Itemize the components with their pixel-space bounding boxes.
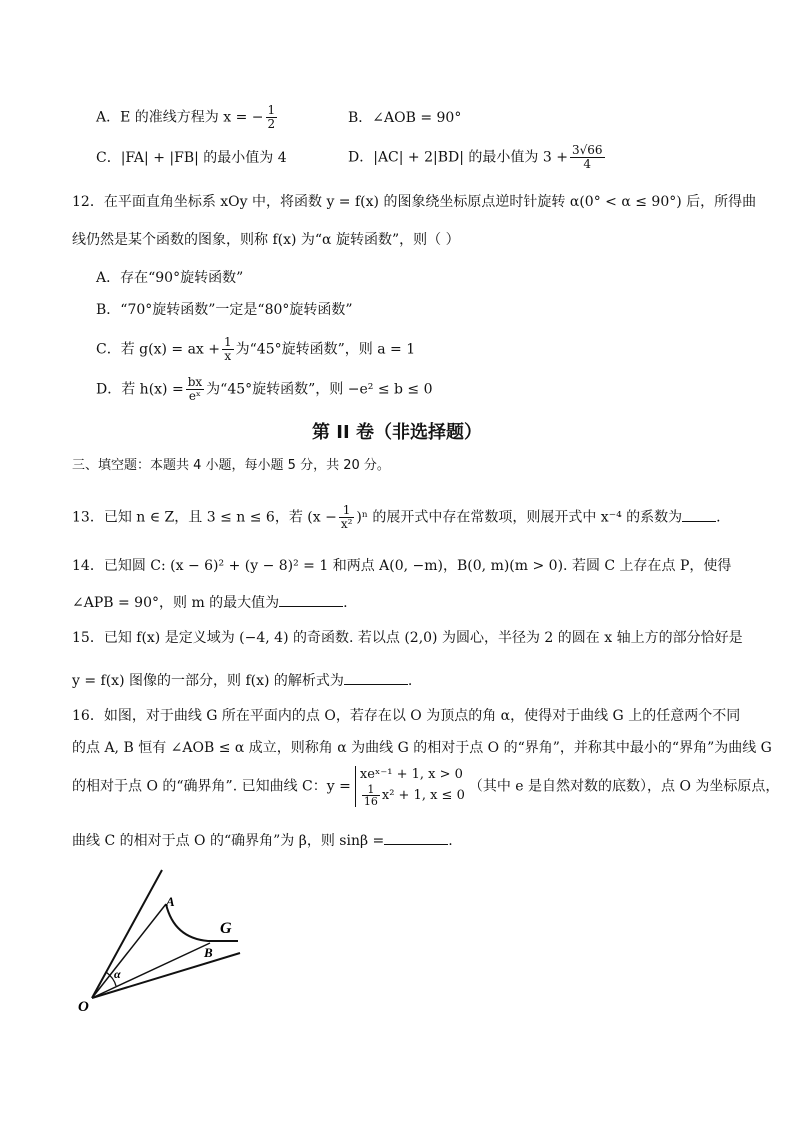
- numerator: 1: [362, 784, 380, 796]
- q11-option-a-text: A．E 的准线方程为 x = −: [96, 109, 264, 126]
- label-a: A: [166, 894, 175, 909]
- q15-line1: 15．已知 f(x) 是定义域为 (−4, 4) 的奇函数. 若以点 (2,0) 为圆心，半径为 2 的圆在 x 轴上方的部分恰好是: [72, 630, 743, 646]
- denominator: 16: [363, 795, 378, 808]
- section3-instructions: 三、填空题：本题共 4 小题，每小题 5 分，共 20 分。: [72, 458, 390, 473]
- q12-option-d-pre: D．若 h(x) =: [96, 381, 184, 398]
- fraction: [362, 784, 380, 807]
- piecewise-function: [355, 766, 465, 807]
- ray-upper: [92, 870, 162, 998]
- label-g: G: [220, 920, 232, 937]
- q11-option-d: [348, 144, 607, 171]
- q16-line4: [72, 830, 453, 851]
- q14-line2-text: ∠APB = 90°，则 m 的最大值为: [72, 595, 280, 611]
- numerator: 1: [339, 504, 355, 518]
- q14-line1: 14．已知圆 C: (x − 6)² + (y − 8)² = 1 和两点 A(0, −m)，B(0, m)(m > 0). 若圆 C 上存在点 P，使得: [72, 558, 732, 574]
- numerator: bx: [187, 375, 203, 389]
- numerator: 1: [267, 103, 276, 117]
- answer-blank[interactable]: [682, 507, 716, 522]
- q14-line2: [72, 592, 348, 613]
- q11-option-d-text: D．|AC| + 2|BD| 的最小值为 3 +: [348, 149, 568, 166]
- answer-blank[interactable]: [384, 830, 448, 845]
- ray-oa: [92, 904, 166, 998]
- q12-option-d: [96, 376, 433, 403]
- denominator: eˣ: [188, 389, 202, 403]
- q16-line1: 16．如图，对于曲线 G 所在平面内的点 O，若存在以 O 为顶点的角 α，使得对于曲线 G 上的任意两个不同: [72, 708, 741, 724]
- q12-stem-line1: 12．在平面直角坐标系 xOy 中，将函数 y = f(x) 的图象绕坐标原点逆时针旋转 α(0° < α ≤ 90°) 后，所得曲: [72, 194, 757, 210]
- fraction: [339, 504, 355, 531]
- fraction: [222, 336, 234, 363]
- q16-line2: 的点 A, B 恒有 ∠AOB ≤ α 成立，则称角 α 为曲线 G 的相对于点 O 的“界角”，并称其中最小的“界角”为曲线 G: [72, 740, 772, 756]
- ray-ob: [92, 943, 210, 998]
- fraction: [266, 104, 278, 131]
- q14-end: .: [343, 595, 348, 611]
- q13-end: .: [716, 509, 721, 526]
- case-2-text: x² + 1, x ≤ 0: [381, 788, 465, 803]
- q16-line3-pre: 的相对于点 O 的“确界角”. 已知曲线 C：y =: [72, 778, 351, 795]
- q16-end: .: [448, 833, 453, 849]
- q15-end: .: [407, 673, 413, 689]
- part2-heading: 第 II 卷（非选择题）: [312, 422, 482, 443]
- q11-option-b: B．∠AOB = 90°: [348, 110, 462, 126]
- case-2: [360, 784, 465, 807]
- q11-option-c: C．|FA| + |FB| 的最小值为 4: [96, 150, 287, 166]
- label-o: O: [78, 999, 89, 1015]
- denominator: 2: [267, 117, 276, 131]
- numerator: 3√66: [571, 143, 603, 157]
- q12-option-c-pre: C．若 g(x) = ax +: [96, 341, 220, 358]
- q12-option-c: [96, 336, 415, 363]
- q13-pre: 13．已知 n ∈ Z，且 3 ≤ n ≤ 6，若 (x −: [72, 509, 337, 526]
- q12-option-d-post: 为“45°旋转函数”，则 −e² ≤ b ≤ 0: [206, 381, 433, 398]
- fraction: [186, 376, 204, 403]
- q11-option-a: [96, 104, 279, 131]
- q16-line3: [72, 766, 779, 807]
- label-alpha: α: [114, 967, 121, 981]
- case-1: xeˣ⁻¹ + 1, x > 0: [359, 767, 463, 782]
- answer-blank[interactable]: [279, 592, 343, 607]
- q12-option-c-post: 为“45°旋转函数”，则 a = 1: [235, 341, 416, 358]
- denominator: x²: [340, 517, 353, 531]
- angle-figure: [70, 858, 260, 1018]
- fraction: [570, 144, 605, 171]
- q12-option-a: A．存在“90°旋转函数”: [96, 270, 244, 286]
- answer-blank[interactable]: [344, 670, 408, 685]
- numerator: 1: [224, 335, 232, 349]
- q16-line4-text: 曲线 C 的相对于点 O 的“确界角”为 β，则 sinβ =: [72, 833, 385, 849]
- denominator: x: [224, 349, 232, 363]
- denominator: 4: [583, 157, 592, 171]
- label-b: B: [204, 945, 213, 960]
- q15-line2-text: y = f(x) 图像的一部分，则 f(x) 的解析式为: [72, 673, 344, 689]
- q12-stem-line2: 线仍然是某个函数的图象，则称 f(x) 为“α 旋转函数”，则（ ）: [72, 232, 460, 248]
- q15-line2: [72, 670, 412, 691]
- q13-post: )ⁿ 的展开式中存在常数项，则展开式中 x⁻⁴ 的系数为: [356, 509, 683, 526]
- q13: [72, 504, 721, 531]
- q16-line3-post: （其中 e 是自然对数的底数），点 O 为坐标原点，: [468, 778, 780, 795]
- q12-option-b: B．“70°旋转函数”一定是“80°旋转函数”: [96, 302, 353, 318]
